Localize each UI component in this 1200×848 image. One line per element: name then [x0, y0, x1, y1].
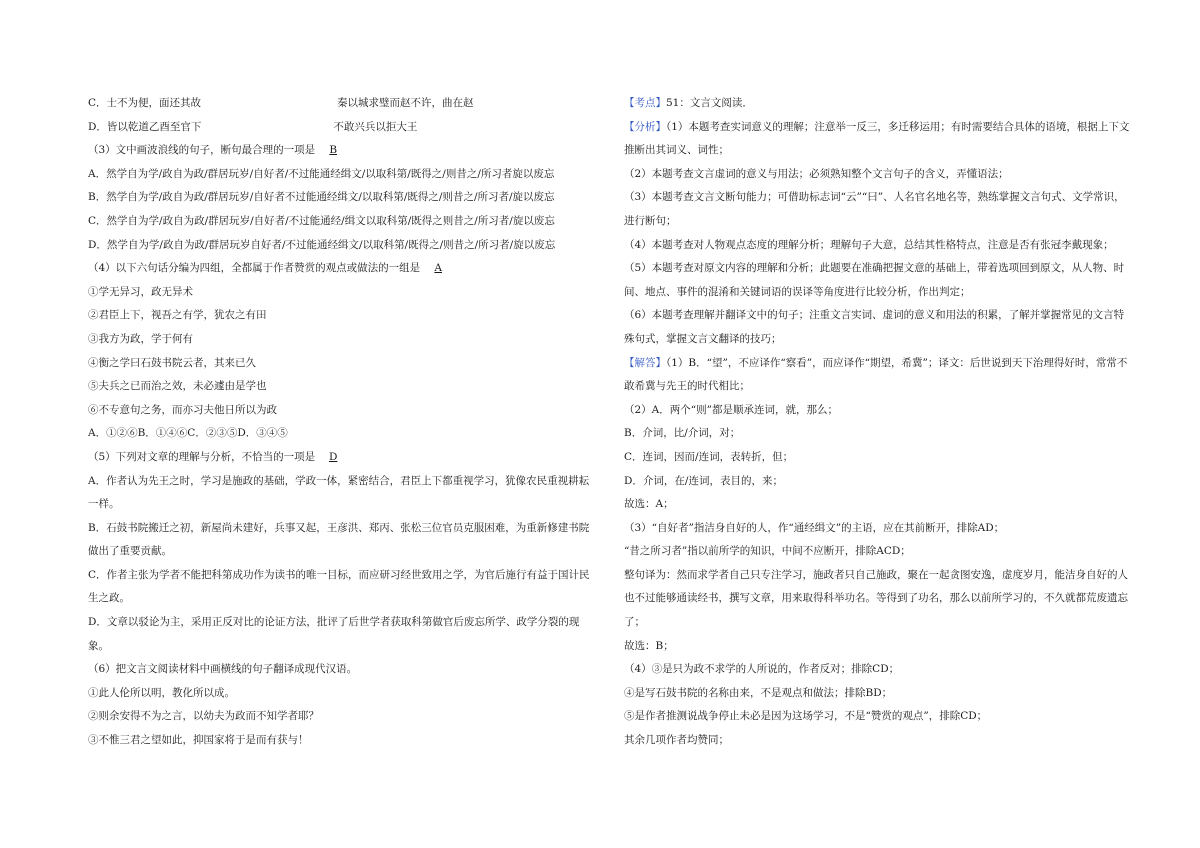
sentence-item: ③不惟三君之望如此，抑国家将于是而有获与！	[88, 734, 309, 747]
jieda-line: 故选：A；	[624, 498, 674, 511]
question-3	[88, 139, 596, 163]
kaodian-text: 51：文言文阅读．	[666, 97, 753, 109]
option-text: 秦以城求璧而赵不许，曲在赵	[337, 97, 474, 109]
option-paragraph: D．文章以驳论为主，采用正反对比的论证方法，批评了后世学者获取科第做官后废忘所学、政学分裂的现象。	[88, 616, 580, 652]
fenxi-text: （1）本题考查实词意义的理解；注意举一反三，多迁移运用；有时需要结合具体的语境，根据上下文推断出其词义、词性；	[624, 120, 1130, 157]
option-line: A．①②⑥B．①④⑥C．②③⑤D．③④⑤	[88, 427, 288, 440]
jieda-paragraph: 整句译为：然而求学者自己只专注学习，施政者只自己施政，聚在一起贪图安逸，虚度岁月，能洁身自好的人也不过能够通读经书，撰写文章，用来取得科举功名。等得到了功名，那么以前所学习的，不久就都荒废遗忘了；	[624, 568, 1128, 629]
fenxi-paragraph: （5）本题考查对原文内容的理解和分析；此题要在准确把握文意的基础上，带着选项回到原文，从人物、时间、地点、事件的混淆和关键词语的误译等角度进行比较分析，作出判定；	[624, 262, 1125, 298]
jieda-line: 故选：B；	[624, 639, 674, 652]
option-text: D．皆以乾道乙酉至官下	[88, 120, 202, 133]
question-text: （3）文中画波浪线的句子，断句最合理的一项是	[88, 144, 316, 157]
left-column	[88, 92, 596, 753]
option-line	[88, 92, 596, 116]
sentence-item: ④衡之学曰石鼓书院云者，其来已久	[88, 356, 256, 369]
option-text: C．士不为便，面还其故	[88, 97, 202, 109]
fenxi-paragraph: （6）本题考查理解并翻译文中的句子；注重文言实词、虚词的意义和用法的积累，了解并掌握常见的文言特殊句式，掌握文言文翻译的技巧；	[624, 309, 1125, 345]
jieda-text: （1）B．“望”，不应译作“察看”，而应译作“期望，希冀”；译文：后世说到天下治理得好时，常常不敢希冀与先王的时代相比；	[624, 356, 1128, 393]
option-text: 不敢兴兵以拒大王	[333, 120, 418, 133]
sentence-item: ①此人伦所以明，教化所以成。	[88, 686, 235, 699]
question-5	[88, 446, 596, 470]
option-line: B．然学自为学/政自为政/群居玩岁/自好者不过能通经缉文/以取科第/既得之/则昔之/所习者/旋以废忘	[88, 191, 555, 204]
question-text: （4）以下六句话分编为四组，全都属于作者赞赏的观点或做法的一组是	[88, 262, 421, 275]
option-line: D．然学自为学/政自为政/群居玩岁自好者/不过能通经缉文/以取科第/既得之/则昔之/所习者/旋以废忘	[88, 238, 556, 251]
sentence-item: ②君臣上下，视吾之有学，犹农之有田	[88, 309, 267, 322]
fenxi-paragraph: （4）本题考查对人物观点态度的理解分析；理解句子大意，总结其性格特点，注意是否有张冠李戴现象；	[624, 238, 1114, 251]
jieda-line: 其余几项作者均赞同；	[624, 734, 729, 747]
jieda-line: C．连词，因而/连词，表转折，但；	[624, 450, 794, 463]
sentence-item: ⑤夫兵之已而治之效，未必遽由是学也	[88, 380, 267, 393]
answer-blank: B	[329, 144, 338, 157]
jieda-line: B．介词，比/介词，对；	[624, 427, 741, 440]
jieda-line: “昔之所习者”指以前所学的知识，中间不应断开，排除ACD；	[624, 545, 911, 558]
fenxi-paragraph: （2）本题考查文言虚词的意义与用法；必须熟知整个文言句子的含义，弄懂语法；	[624, 167, 1009, 180]
kaodian-tag: 【考点】	[624, 97, 666, 109]
sentence-item: ③我方为政，学于何有	[88, 332, 193, 345]
option-paragraph: C．作者主张为学者不能把科第成功作为读书的唯一目标，而应研习经世致用之学，为官后施行有益于国计民生之政。	[88, 568, 590, 605]
jieda-tag: 【解答】	[624, 356, 666, 369]
answer-blank: D	[328, 450, 338, 463]
option-paragraph: B．石鼓书院搬迁之初，新屋尚未建好，兵事又起，王彦洪、郑丙、张松三位官员克服困难，为重新修建书院做出了重要贡献。	[88, 521, 590, 558]
kaodian-line	[624, 92, 1132, 116]
sentence-item: ⑥不专意句之务，而亦习夫他日所以为政	[88, 403, 277, 416]
jieda-line: D．介词，在/连词，表目的，来；	[624, 474, 783, 487]
option-paragraph: A．作者认为先王之时，学习是施政的基础，学政一体，紧密结合，君臣上下都重视学习，犹像农民重视耕耘一样。	[88, 474, 590, 511]
fenxi-paragraph	[624, 116, 1132, 163]
option-line: A．然学自为学/政自为政/群居玩岁/自好者/不过能通经缉文/以取科第/既得之/则昔之/所习者旋以废忘	[88, 167, 555, 180]
jieda-line: ⑤是作者推测说战争停止未必是因为这场学习，不是“赞赏的观点”，排除CD；	[624, 710, 988, 723]
right-column	[624, 92, 1132, 753]
sentence-item: ①学无异习，政无异术	[88, 285, 193, 298]
sentence-item: ②则余安得不为之言，以幼夫为政而不知学者耶？	[88, 710, 319, 723]
question-6: （6）把文言文阅读材料中画横线的句子翻译成现代汉语。	[88, 663, 358, 676]
fenxi-tag: 【分析】	[624, 120, 666, 133]
option-line	[88, 116, 596, 140]
question-text: （5）下列对文章的理解与分析，不恰当的一项是	[88, 450, 316, 463]
answer-blank: A	[434, 262, 442, 275]
jieda-line: ④是写石鼓书院的名称由来，不是观点和做法；排除BD；	[624, 686, 893, 699]
question-4	[88, 257, 596, 281]
jieda-line: （3）“自好者”指洁身自好的人，作“通经缉文”的主语，应在其前断开，排除AD；	[624, 521, 1005, 534]
fenxi-paragraph: （3）本题考查文言文断句能力；可借助标志词“云”“曰”、人名官名地名等，熟练掌握文言句式、文学常识，进行断句；	[624, 191, 1125, 227]
jieda-line: （4）③是只为政不求学的人所说的，作者反对；排除CD；	[624, 663, 900, 676]
jieda-line: （2）A．两个“则”都是顺承连词，就，那么；	[624, 403, 838, 416]
option-line: C．然学自为学/政自为政/群居玩岁/自好者/不过能通经/缉文以取科第/既得之则昔之/所习者/旋以废忘	[88, 214, 555, 227]
jieda-paragraph	[624, 352, 1132, 399]
